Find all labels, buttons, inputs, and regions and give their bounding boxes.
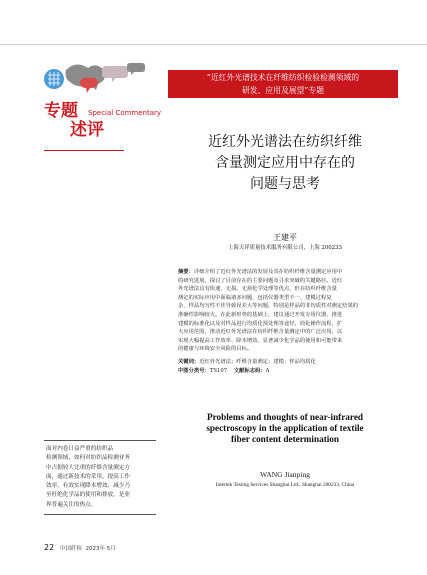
abstract-line: 大应用范围，推动近红外光谱法在纺织纤维含量测定中的广泛应用，以 <box>178 329 343 336</box>
author-name-en: WANG Jianping <box>260 470 310 479</box>
title-zh-line: 近红外光谱法在纺织纤维 <box>208 134 362 150</box>
title-en-line: fiber content determination <box>230 434 340 444</box>
title-en-line: Problems and thoughts of near-infrared <box>206 412 364 422</box>
abstract-label: 摘要： <box>178 269 194 275</box>
abstract-line: 摘要：详细介绍了近红外光谱法的发展及其在纺织纤维含量测定应用中 <box>178 269 343 275</box>
sidebar-line: 检测领域，如何对纺织品检测业务 <box>46 455 130 462</box>
classification <box>178 366 269 374</box>
abstract <box>178 268 396 354</box>
keywords-value: 近红外光谱法；纤维含量测定；建模；样品均质化 <box>199 359 316 365</box>
sidebar-line: 至杜绝化学品的使用和排放，是业 <box>46 492 130 499</box>
article-title-zh <box>170 132 400 195</box>
sidebar-line: 效率，有效实现降本增效、减少乃 <box>46 483 130 490</box>
page-number: 22 <box>44 543 55 552</box>
sidebar-line: 面，通过新技术的采用，提高工作 <box>46 473 130 480</box>
keywords <box>178 357 316 365</box>
abstract-line: 的研究进展，探讨了目前存在的主要问题及寻求突破的关键路径。近红 <box>178 277 343 284</box>
section-heading-line-1: 专题 <box>44 101 78 121</box>
section-rule <box>44 150 124 151</box>
sidebar-note <box>44 440 156 515</box>
banner-line-1: “近红外光谱技术在纤维纺织检验检测领域的 <box>206 73 360 82</box>
article-title-en <box>172 412 398 445</box>
top-rule <box>0 44 427 45</box>
section-heading <box>44 102 104 140</box>
red-bubble-icon <box>80 78 98 94</box>
pink-bubble-icon <box>102 66 128 82</box>
abstract-line: 建模的标准化以及对样品进行均质化预处理等途径，简化操作流程，扩 <box>178 320 343 327</box>
abstract-line: 测定的实际应用中面临诸多问题，包括仪器类型不一、建模过程复 <box>178 294 332 301</box>
issue-date: 2023年 5月 <box>85 546 116 552</box>
abstract-line: 准确性影响较大。在此新形势的基础上，建议通过开发专用仪器、推进 <box>178 311 343 318</box>
abstract-line: 实现大幅提高工作效率、降本增效、显著减少化学品的使用和可能带来 <box>178 337 343 344</box>
author-name: 王建平 <box>273 233 297 242</box>
sidebar-line: 面对内卷日益严重的纺织品 <box>46 446 114 452</box>
author-affiliation-en: Intertek Testing Services Shanghai Ltd., Shanghai 200233, China <box>215 482 355 488</box>
sidebar-line: 界普遍关注的热点。 <box>46 501 97 508</box>
section-heading-line-2: 述评 <box>70 120 104 140</box>
abstract-line: 的健康与环境安全风险的目标。 <box>178 346 253 353</box>
special-topic-banner <box>168 70 398 98</box>
title-zh-line: 含量测定应用中存在的 <box>215 155 355 171</box>
journal-name: 中国纤检 <box>59 546 82 552</box>
banner-line-2: 研发、应用及展望”专题 <box>241 86 324 95</box>
author-affiliation: 上海天祥质量技术服务有限公司，上海 200233 <box>228 245 342 251</box>
small-gray-bubble-icon <box>127 63 145 75</box>
classification-label: 中图分类号： <box>178 368 210 374</box>
abstract-line: 杂、样品均匀性不佳导致误差大等问题，特别是样品的非均质性对测定结果的 <box>178 303 359 310</box>
document-code-value: A <box>265 368 270 374</box>
speech-bubbles-icon <box>40 58 150 98</box>
sidebar-line: 中占据较大比重的纤维含量测定方 <box>46 464 130 471</box>
title-en-line: spectroscopy in the application of textile <box>206 423 364 433</box>
document-code-label: 文献标志码： <box>233 368 266 374</box>
title-zh-line: 问题与思考 <box>250 176 320 192</box>
page-footer <box>44 543 116 552</box>
abstract-line: 外光谱法具有快速、无损、无须化学处理等优点，但在纺织纤维含量 <box>178 286 337 293</box>
section-heading-en: Special Commentary <box>88 109 162 117</box>
classification-value: TS107 <box>209 368 228 374</box>
keywords-label: 关键词： <box>178 359 200 365</box>
